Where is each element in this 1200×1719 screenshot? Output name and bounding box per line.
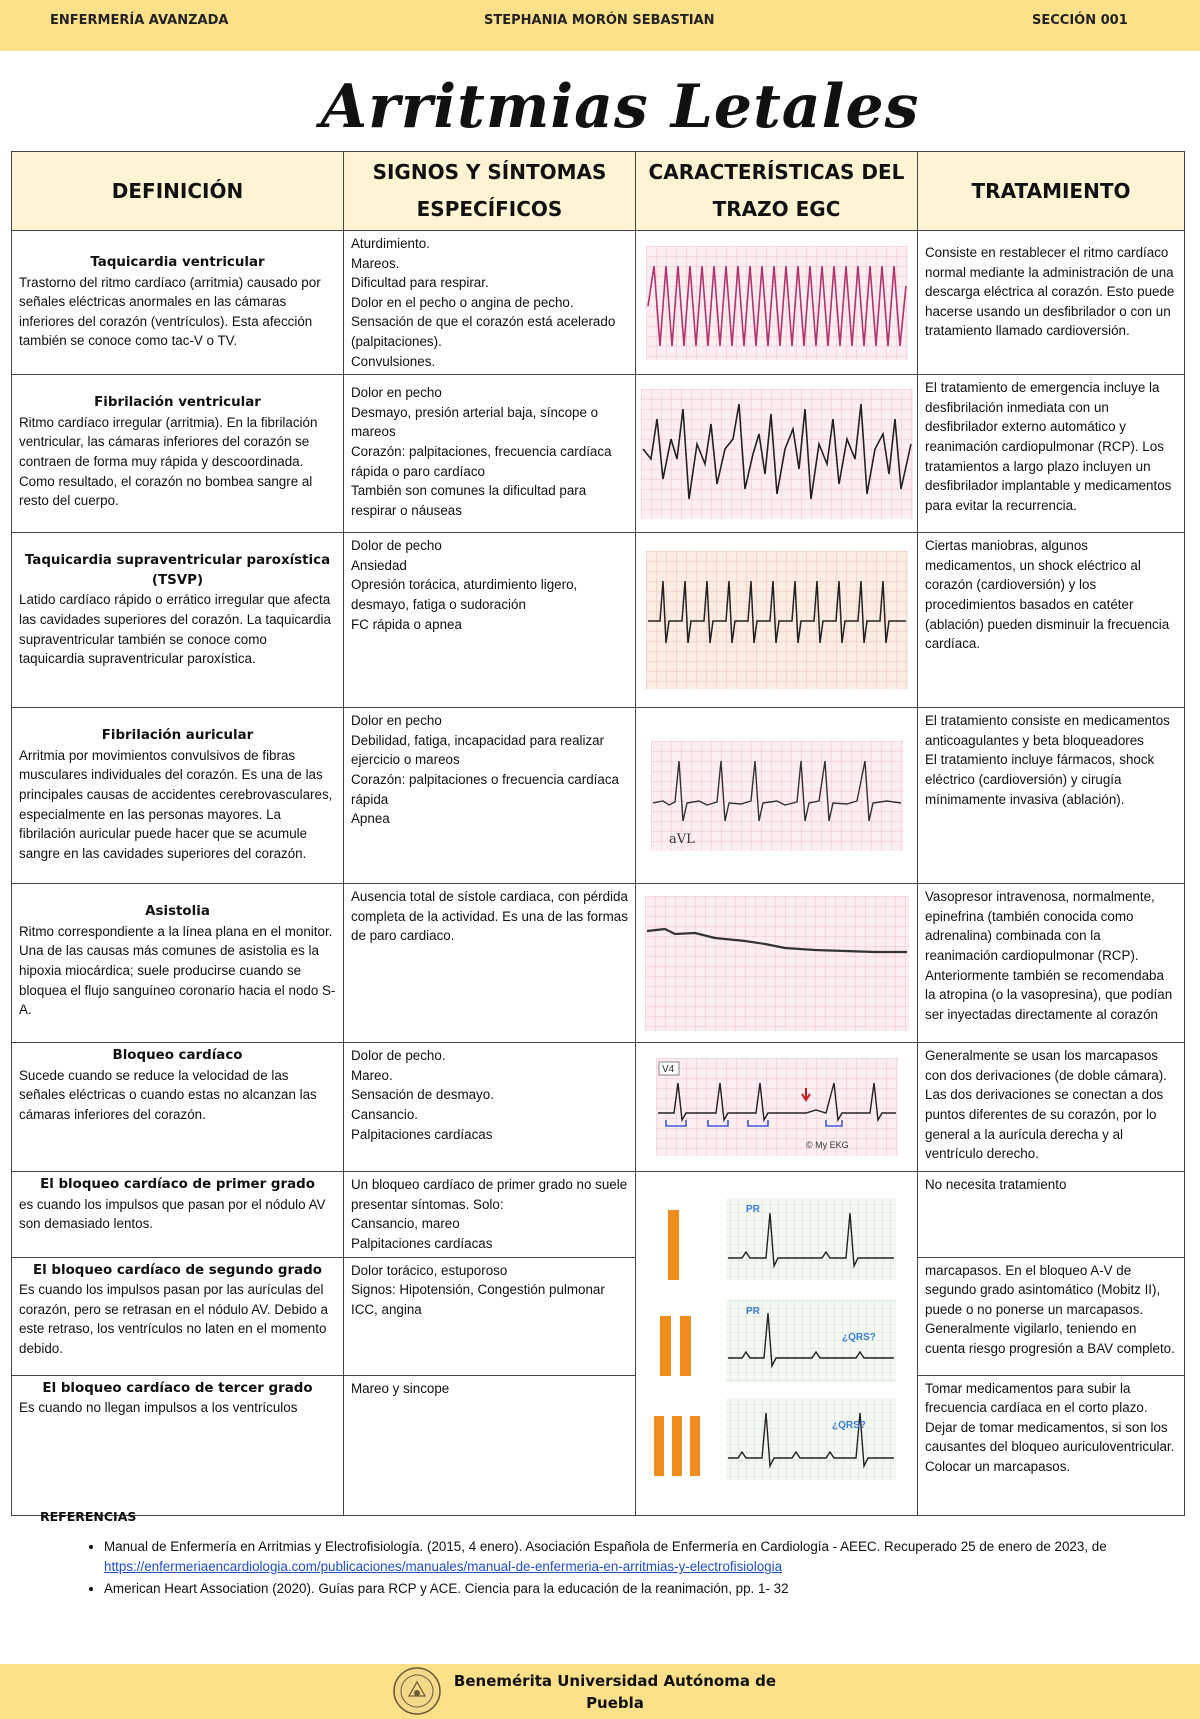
arrhythmia-name: Taquicardia ventricular [90,255,265,270]
signs-list: Dolor de pecho. Mareo. Sensación de desmayo. Cansancio. Palpitaciones cardíacas [344,1043,636,1172]
table-row [12,884,1185,1043]
page-title: Arritmias Letales [320,72,920,142]
arrhythmia-name: Fibrilación ventricular [94,395,261,411]
definition-text: Latido cardíaco rápido o errático irregular que afecta las cavidades superiores del corazón. La taquicardia supraventricular también se conoce como taquicardia supraventricular paroxística. [19,592,331,667]
definition-text: es cuando los impulsos que pasan por el nódulo AV son demasiado lentos. [19,1196,326,1232]
ecg-ventricular-fibrillation [641,389,913,519]
signs-list: Dolor en pecho Desmayo, presión arterial baja, síncope o mareos Corazón: palpitaciones, frecuencia cardíaca rápida o paro cardíaco También son comunes la dificultad para respirar o náuseas [344,375,636,533]
section-label: SECCIÓN 001 [1032,13,1128,28]
university-seal-icon [392,1666,442,1716]
treatment-text: Consiste en restablecer el ritmo cardíaco normal mediante la administración de una descarga eléctrica al corazón. Esto puede hacerse usando un desfibrilador o con un tratamiento llamado cardioversión. [918,231,1185,375]
label-qrs: ¿QRS? [841,1332,876,1344]
definition-text: Ritmo correspondiente a la línea plana en el monitor. Una de las causas más comunes de asistolia es la hipoxia miocárdica; suele producirse cuando se bloquea el flujo sanguíneo coronario hacia el nodo S-A. [19,923,336,1018]
treatment-text: No necesita tratamiento [918,1172,1185,1257]
definition-text: Ritmo cardíaco irregular (arritmia). En la fibrilación ventricular, las cámaras inferiores del corazón se contraen de forma muy rápida y descoordinada. Como resultado, el corazón no bombea sangre al resto del cuerpo. [19,414,318,509]
table-row [12,1043,1185,1172]
arrhythmia-name: El bloqueo cardíaco de segundo grado [33,1262,322,1278]
table-row [12,1375,1185,1515]
treatment-text: Generalmente se usan los marcapasos con dos derivaciones (de doble cámara). Las dos derivaciones se conectan a dos puntos diferentes de su corazón, por lo general a la aurícula derecha y al ventrículo derecho. [918,1043,1185,1172]
col-header-treatment: TRATAMIENTO [918,152,1185,231]
roman-numeral-iii-bar [690,1416,700,1476]
references-heading: REFERENCIAS [40,1509,137,1524]
label-pr: PR [745,1306,760,1318]
ecg-lead-v4: V4 [661,1064,674,1076]
ecg-third-degree [726,1398,896,1480]
roman-numeral-ii-bar [680,1316,691,1376]
arrhythmia-name: Asistolia [145,904,210,920]
treatment-text: Vasopresor intravenosa, normalmente, epinefrina (también conocida como adrenalina) combinada con la reanimación cardiopulmonar (RCP). Anteriormente también se recomendaba la atropina (o la vasopresina), que podían ser inyectadas directamente al corazón [918,884,1185,1043]
arrhythmia-name: El bloqueo cardíaco de primer grado [40,1177,315,1193]
ecg-heart-block [656,1058,898,1156]
ecg-lead-label: aVL [668,831,695,847]
definition-text: Trastorno del ritmo cardíaco (arritmia) causado por señales eléctricas anormales en las cámaras inferiores del corazón (ventrículos). Esta afección también se conoce como tac-V o TV. [19,274,321,349]
treatment-text: Ciertas maniobras, algunos medicamentos, un shock eléctrico al corazón (cardioversión) y los procedimientos basados en catéter (ablación) pueden disminuir la frecuencia cardíaca. [918,533,1185,708]
arrhythmia-name: Fibrilación auricular [101,728,254,744]
table-row [12,708,1185,884]
signs-list: Ausencia total de sístole cardiaca, con pérdida completa de la actividad. Es una de las formas de paro cardiaco. [344,884,636,1043]
treatment-text: marcapasos. En el bloqueo A-V de segundo grado asintomático (Mobitz II), puede o no ponerse un marcapasos. Generalmente vigilarlo, teniendo en cuenta riesgo progresión a BAV completo. [918,1257,1185,1375]
treatment-text: Tomar medicamentos para subir la frecuencia cardíaca en el corto plazo. Dejar de tomar medicamentos, si son los causantes del bloqueo auriculoventricular. Colocar un marcapasos. [918,1375,1185,1515]
definition-text: Arritmia por movimientos convulsivos de fibras musculares individuales del corazón. Es una de las principales causas de accidentes cerebrovasculares, especialmente en las personas mayores. La fibrilación auricular puede hacer que se acumule sangre en las cavidades superiores del corazón. [19,747,333,861]
definition-text: Es cuando los impulsos pasan por las aurículas del corazón, pero se retrasan en el nódulo AV. Debido a este retraso, los ventrículos no laten en el momento debido. [19,1282,328,1356]
definition-text: Es cuando no llegan impulsos a los ventrículos [19,1400,298,1416]
roman-numeral-ii-bar [660,1316,671,1376]
col-header-definition: DEFINICIÓN [12,152,344,231]
table-row [12,1257,1185,1375]
arrhythmia-name: Taquicardia supraventricular paroxística (TSVP) [24,553,331,588]
course-name: ENFERMERÍA AVANZADA [50,13,229,28]
col-header-signs: SIGNOS Y SÍNTOMAS ESPECÍFICOS [344,152,636,231]
arrhythmia-name: El bloqueo cardíaco de tercer grado [42,1380,313,1396]
signs-list: Dolor de pecho Ansiedad Opresión torácica, aturdimiento ligero, desmayo, fatiga o sudoración FC rápida o apnea [344,533,636,708]
table-row [12,1172,1185,1257]
arrhythmia-table [11,151,1185,1516]
table-row [12,375,1185,533]
table-row [12,231,1185,375]
author-name: STEPHANIA MORÓN SEBASTIAN [484,13,715,28]
university-name: Benemérita Universidad Autónoma de Puebla [453,1672,777,1712]
signs-list: Mareo y sincope [344,1375,636,1515]
col-header-ecg: CARACTERÍSTICAS DEL TRAZO EGC [636,152,918,231]
label-qrs: ¿QRS? [831,1420,866,1432]
treatment-text: El tratamiento de emergencia incluye la desfibrilación inmediata con un desfibrilador externo automático y reanimación cardiopulmonar (RCP). Los tratamientos a largo plazo incluyen un desfibrilador implantable y medicamentos para evitar la recurrencia. [918,375,1185,533]
ecg-paroxysmal-svt [646,551,908,689]
arrhythmia-name: Bloqueo cardíaco [112,1048,243,1064]
table-row [12,533,1185,708]
ecg-ventricular-tachycardia [646,246,908,360]
ecg-asystole [645,896,909,1031]
definition-text: Sucede cuando se reduce la velocidad de las señales eléctricas o cuando estas no alcanzan las cámaras inferiores del corazón. [19,1067,317,1122]
signs-list: Dolor en pecho Debilidad, fatiga, incapacidad para realizar ejercicio o mareos Corazón: palpitaciones o frecuencia cardíaca rápida Apnea [344,708,636,884]
references [40,1507,1170,1601]
reference-link[interactable]: https://enfermeriaencardiologia.com/publicaciones/manuales/manual-de-enfermeria-en-arritmias-y-electrofisiologia [104,1559,783,1574]
reference-item: • American Heart Association (2020). Guías para RCP y ACE. Ciencia para la educación de la reanimación, pp. 1- 32 [104,1579,1170,1599]
roman-numeral-iii-bar [672,1416,682,1476]
reference-item: • Manual de Enfermería en Arritmias y Electrofisiología. (2015, 4 enero). Asociación Española de Enfermería en Cardiología - AEEC. Recuperado 25 de enero de 2023, de https://enfermeriaencardiologia.com/publicaciones/manuales/manual-de-enfermeria-en-arritmias-y-electrofisiologia [104,1537,1170,1577]
treatment-text: El tratamiento consiste en medicamentos anticoagulantes y beta bloqueadores El tratamiento incluye fármacos, shock eléctrico (cardioversión) y cirugía mínimamente invasiva (ablación). [918,708,1185,884]
signs-list: Un bloqueo cardíaco de primer grado no suele presentar síntomas. Solo: Cansancio, mareo Palpitaciones cardíacas [344,1172,636,1257]
ecg-credit: © My EKG [805,1140,849,1151]
roman-numeral-i [668,1210,679,1280]
ecg-av-block-degrees [642,1188,912,1498]
ecg-atrial-fibrillation [651,741,903,851]
signs-list: Aturdimiento. Mareos. Dificultad para respirar. Dolor en el pecho o angina de pecho. Sensación de que el corazón está acelerado (palpitaciones). Convulsiones. [344,231,636,375]
label-pr: PR [745,1204,760,1216]
roman-numeral-iii-bar [654,1416,664,1476]
signs-list: Dolor torácico, estuporoso Signos: Hipotensión, Congestión pulmonar ICC, angina [344,1257,636,1375]
